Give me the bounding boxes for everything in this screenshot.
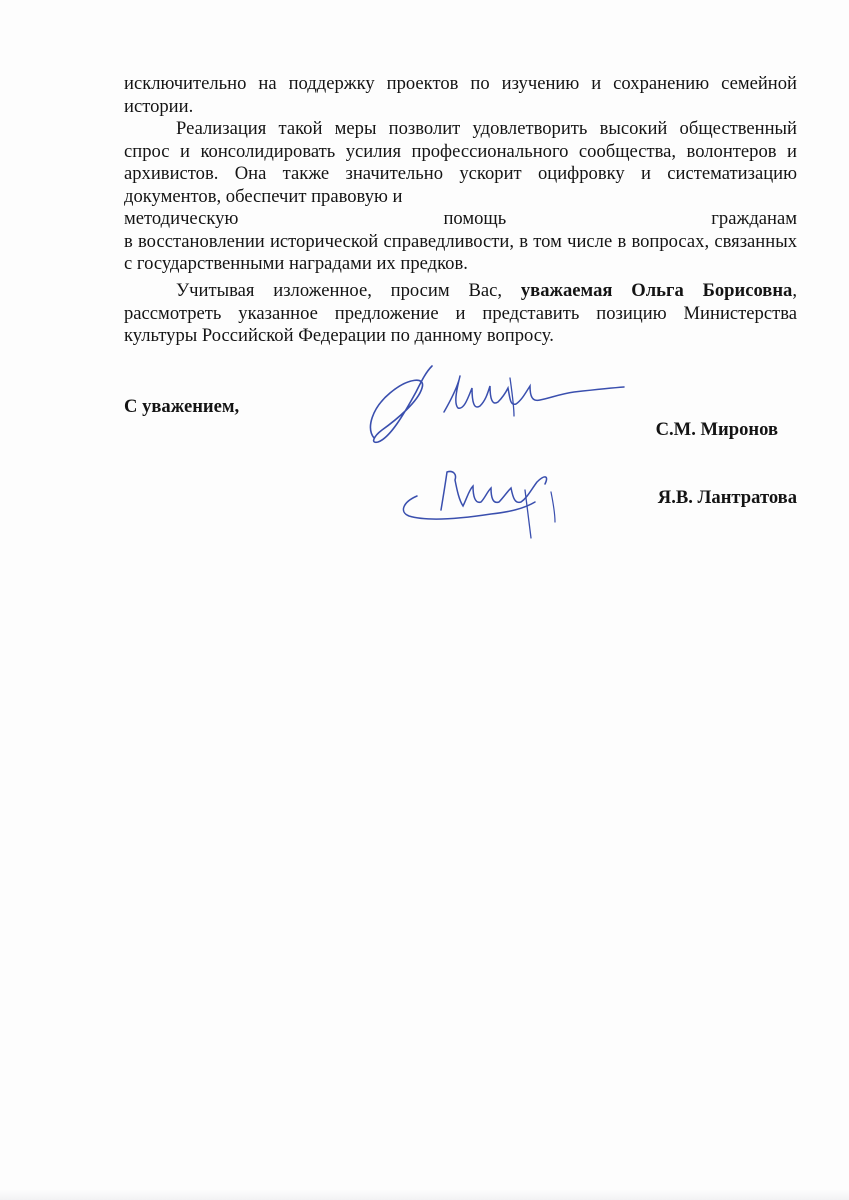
paragraph-request [124, 280, 797, 348]
signatory-lantratova: Я.В. Лантратова [657, 487, 797, 508]
closing-phrase: С уважением, [124, 396, 240, 417]
scan-bottom-edge [0, 1190, 849, 1200]
paragraph-implementation-part3: в восстановлении исторической справедливости, в том числе в вопросах, связанных с государственными наградами их предков. [124, 230, 797, 274]
paragraph-continuation: исключительно на поддержку проектов по изучению и сохранению семейной истории. [124, 73, 797, 117]
paragraph-implementation [124, 118, 797, 276]
signature-lantratova [395, 462, 565, 544]
signatory-mironov: С.М. Миронов [655, 419, 778, 440]
paragraph-implementation-part2: методическую помощь гражданам [124, 208, 797, 229]
paragraph-implementation-part1: Реализация такой меры позволит удовлетворить высокий общественный спрос и консолидировать усилия профессионального сообщества, волонтеров и архивистов. Она также значительно ускорит оцифровку и систематизацию документов, обеспечит правовую и [124, 118, 797, 207]
signature-mironov [360, 358, 628, 450]
request-text-before: Учитывая изложенное, просим Вас, [176, 280, 521, 301]
request-text-after: , рассмотреть указанное предложение и представить позицию Министерства культуры Российской Федерации по данному вопросу. [124, 280, 798, 346]
addressee-name: уважаемая Ольга Борисовна [520, 280, 793, 301]
